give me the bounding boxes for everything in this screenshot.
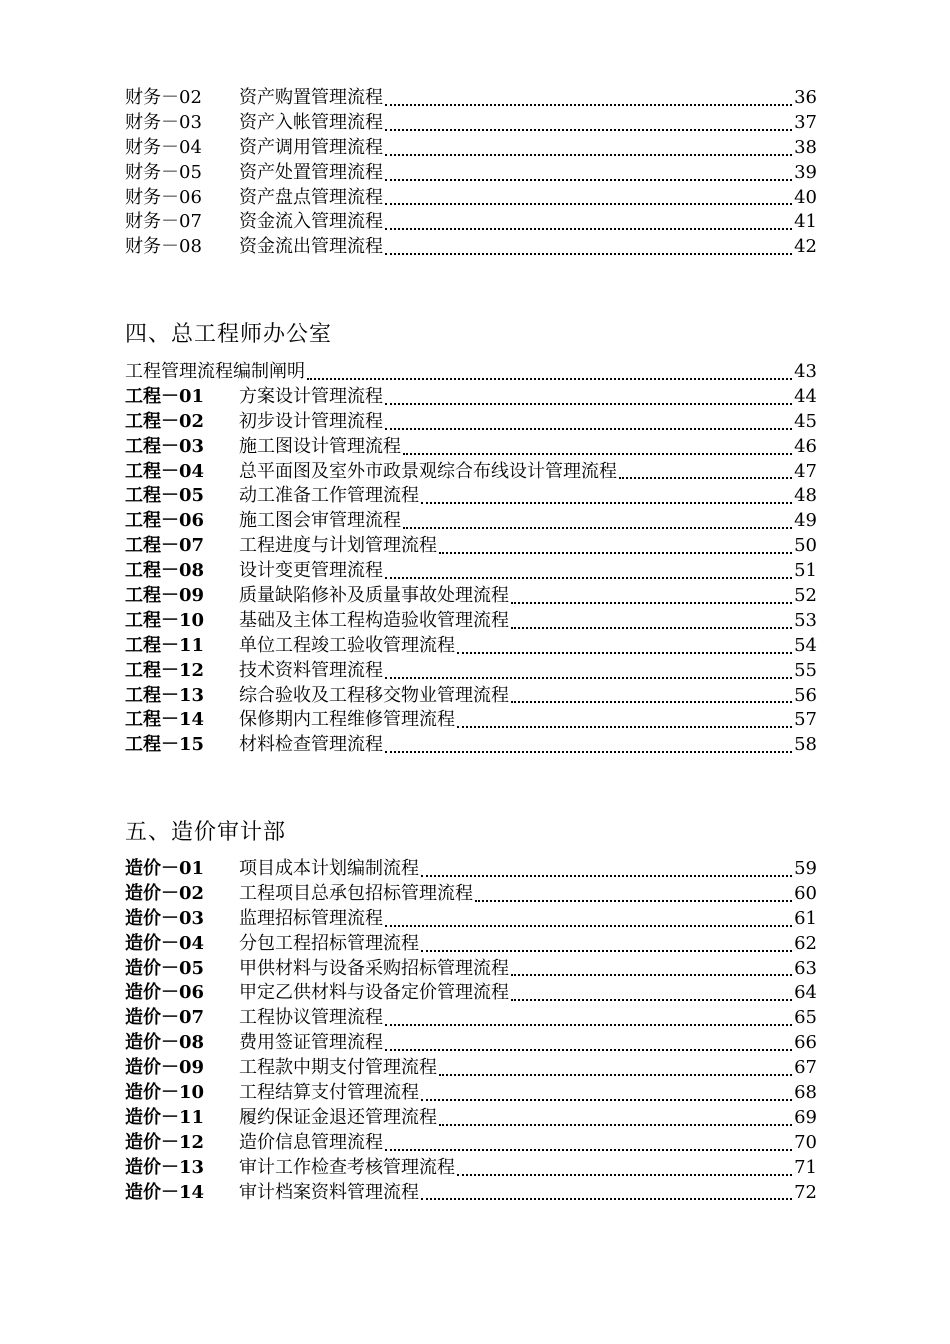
- dot-leader: [385, 1148, 792, 1151]
- toc-entry[interactable]: [125, 609, 817, 634]
- toc-entry-title: 综合验收及工程移交物业管理流程: [239, 684, 509, 706]
- toc-entry-title: 基础及主体工程构造验收管理流程: [239, 609, 509, 631]
- toc-entry-title: 审计工作检查考核管理流程: [239, 1156, 455, 1178]
- dot-leader: [307, 377, 792, 380]
- toc-entry-title: 资产购置管理流程: [239, 87, 383, 108]
- toc-entry-title: 分包工程招标管理流程: [239, 932, 419, 954]
- toc-entry[interactable]: [125, 733, 817, 758]
- toc-entry[interactable]: [125, 111, 817, 136]
- toc-entry-code: 工程－10: [125, 609, 205, 631]
- toc-entry-code: 造价－06: [125, 982, 205, 1004]
- toc-entry-page: 60: [794, 882, 817, 904]
- toc-entry[interactable]: [125, 86, 817, 111]
- toc-entry-code: 工程－06: [125, 510, 205, 532]
- dot-leader: [403, 452, 792, 455]
- toc-entry-page: 36: [794, 87, 817, 108]
- toc-entry[interactable]: [125, 161, 817, 186]
- toc-entry-page: 52: [794, 585, 817, 607]
- toc-entry-page: 71: [794, 1156, 817, 1178]
- toc-entry-page: 70: [794, 1131, 817, 1153]
- dot-leader: [475, 899, 792, 902]
- toc-entry-code: 工程－14: [125, 709, 205, 731]
- dot-leader: [457, 725, 792, 728]
- toc-entry-code: 造价－01: [125, 858, 205, 879]
- toc-entry[interactable]: [125, 235, 817, 260]
- toc-entry[interactable]: [125, 186, 817, 211]
- toc-entry-page: 58: [794, 734, 817, 756]
- toc-entry-page: 40: [794, 186, 817, 208]
- toc-entry-code: 造价－07: [125, 1007, 205, 1029]
- dot-leader: [385, 924, 792, 927]
- toc-entry-title: 工程进度与计划管理流程: [239, 535, 437, 557]
- dot-leader: [385, 1048, 792, 1051]
- toc-entry-title: 质量缺陷修补及质量事故处理流程: [239, 585, 509, 607]
- toc-entry-code: 造价－10: [125, 1082, 205, 1104]
- toc-entry-title: 资产调用管理流程: [239, 136, 383, 158]
- dot-leader: [421, 1197, 792, 1200]
- toc-entry-code: 造价－11: [125, 1106, 205, 1128]
- toc-entry-page: 55: [794, 659, 817, 681]
- toc-entry-code: 工程－13: [125, 684, 205, 706]
- dot-leader: [511, 700, 792, 703]
- toc-entry-title: 项目成本计划编制流程: [239, 858, 419, 879]
- toc-entry-page: 47: [794, 460, 817, 482]
- toc-entry[interactable]: [125, 1006, 817, 1031]
- toc-entry-code: 财务－08: [125, 236, 202, 258]
- dot-leader: [385, 103, 792, 106]
- toc-entry-page: 69: [794, 1106, 817, 1128]
- toc-entry-code: 造价－05: [125, 957, 205, 979]
- toc-entry-title: 工程协议管理流程: [239, 1007, 383, 1029]
- toc-entry-title: 甲定乙供材料与设备定价管理流程: [239, 982, 509, 1004]
- dot-leader: [385, 202, 792, 205]
- toc-entry-code: 造价－12: [125, 1131, 205, 1153]
- dot-leader: [421, 949, 792, 952]
- dot-leader: [385, 576, 792, 579]
- toc-entry-code: 工程－03: [125, 435, 205, 457]
- toc-entry-code: 财务－04: [125, 136, 202, 158]
- toc-entry-code: 财务－07: [125, 211, 202, 233]
- toc-entry-code: 工程－02: [125, 410, 205, 432]
- toc-entry-code: 造价－13: [125, 1156, 205, 1178]
- toc-entry-page: 54: [794, 634, 817, 656]
- toc-entry-title: 施工图设计管理流程: [239, 435, 401, 457]
- toc-entry-page: 42: [794, 236, 817, 258]
- toc-entry[interactable]: [125, 484, 817, 509]
- toc-entry-page: 61: [794, 907, 817, 929]
- toc-entry[interactable]: [125, 1131, 817, 1156]
- toc-entry-code: 工程－07: [125, 535, 205, 557]
- toc-entry-title: 设计变更管理流程: [239, 560, 383, 582]
- toc-entry-code: 工程－09: [125, 585, 205, 607]
- toc-entry-title: 初步设计管理流程: [239, 410, 383, 432]
- dot-leader: [385, 227, 792, 230]
- toc-entry-code: 造价－03: [125, 907, 205, 929]
- toc-entry-page: 57: [794, 709, 817, 731]
- toc-entry-page: 41: [794, 211, 817, 233]
- toc-entry-code: 造价－14: [125, 1181, 205, 1203]
- toc-entry-code: 工程－11: [125, 634, 205, 656]
- toc-entry-page: 49: [794, 510, 817, 532]
- toc-entry[interactable]: [125, 509, 817, 534]
- toc-entry-page: 39: [794, 161, 817, 183]
- toc-entry[interactable]: [125, 1081, 817, 1106]
- toc-entry-page: 56: [794, 684, 817, 706]
- dot-leader: [385, 128, 792, 131]
- toc-entry-page: 43: [794, 361, 817, 382]
- toc-entry-title: 资产入帐管理流程: [239, 111, 383, 133]
- toc-entry[interactable]: [125, 534, 817, 559]
- section-heading-engineering: 四、总工程师办公室: [125, 322, 333, 347]
- toc-entry[interactable]: [125, 460, 817, 485]
- toc-entry-title: 费用签证管理流程: [239, 1032, 383, 1054]
- toc-entry[interactable]: [125, 981, 817, 1006]
- toc-entry-code: 造价－09: [125, 1057, 205, 1079]
- toc-entry-code: 造价－02: [125, 882, 205, 904]
- dot-leader: [385, 676, 792, 679]
- toc-entry[interactable]: [125, 857, 817, 882]
- toc-entry[interactable]: [125, 136, 817, 161]
- toc-entry-title: 资产盘点管理流程: [239, 186, 383, 208]
- toc-entry-title: 方案设计管理流程: [239, 385, 383, 407]
- toc-entry-title: 工程项目总承包招标管理流程: [239, 882, 473, 904]
- cost-toc-list: [125, 857, 817, 1205]
- dot-leader: [511, 626, 792, 629]
- toc-entry-code: 工程－15: [125, 734, 205, 756]
- toc-entry-page: 62: [794, 932, 817, 954]
- toc-entry[interactable]: [125, 957, 817, 982]
- toc-entry-title: 总平面图及室外市政景观综合布线设计管理流程: [239, 460, 617, 482]
- toc-entry-title: 履约保证金退还管理流程: [239, 1106, 437, 1128]
- dot-leader: [385, 153, 792, 156]
- toc-entry[interactable]: [125, 584, 817, 609]
- dot-leader: [439, 1123, 792, 1126]
- section-heading-cost: 五、造价审计部: [125, 820, 287, 845]
- dot-leader: [511, 973, 792, 976]
- dot-leader: [385, 252, 792, 255]
- dot-leader: [421, 1098, 792, 1101]
- toc-entry-code: 财务－03: [125, 111, 202, 133]
- toc-entry-page: 66: [794, 1032, 817, 1054]
- toc-entry-title: 单位工程竣工验收管理流程: [239, 634, 455, 656]
- toc-entry-page: 48: [794, 485, 817, 507]
- toc-entry[interactable]: [125, 410, 817, 435]
- toc-entry[interactable]: [125, 1106, 817, 1131]
- dot-leader: [385, 402, 792, 405]
- toc-entry-title: 资金流出管理流程: [239, 236, 383, 258]
- toc-entry-engineering-intro[interactable]: [125, 360, 817, 385]
- toc-entry-title: 保修期内工程维修管理流程: [239, 709, 455, 731]
- toc-entry-code: 财务－05: [125, 161, 202, 183]
- toc-entry[interactable]: [125, 559, 817, 584]
- toc-entry[interactable]: [125, 1031, 817, 1056]
- toc-entry-title: 工程管理流程编制阐明: [125, 361, 305, 382]
- dot-leader: [439, 1073, 792, 1076]
- toc-entry-title: 工程结算支付管理流程: [239, 1082, 419, 1104]
- toc-entry-title: 资金流入管理流程: [239, 211, 383, 233]
- dot-leader: [511, 998, 792, 1001]
- dot-leader: [385, 750, 792, 753]
- engineering-toc-list: [125, 360, 817, 758]
- toc-entry-title: 工程款中期支付管理流程: [239, 1057, 437, 1079]
- toc-entry-code: 造价－04: [125, 932, 205, 954]
- toc-entry[interactable]: [125, 634, 817, 659]
- toc-entry-title: 甲供材料与设备采购招标管理流程: [239, 957, 509, 979]
- toc-entry-page: 51: [794, 560, 817, 582]
- dot-leader: [421, 501, 792, 504]
- dot-leader: [385, 178, 792, 181]
- dot-leader: [619, 476, 792, 479]
- toc-entry-page: 68: [794, 1082, 817, 1104]
- toc-entry[interactable]: [125, 210, 817, 235]
- toc-entry[interactable]: [125, 708, 817, 733]
- toc-entry-page: 38: [794, 136, 817, 158]
- toc-entry-page: 72: [794, 1181, 817, 1203]
- toc-entry-page: 53: [794, 609, 817, 631]
- toc-entry-code: 财务－02: [125, 87, 202, 108]
- toc-entry-page: 45: [794, 410, 817, 432]
- toc-entry-title: 审计档案资料管理流程: [239, 1181, 419, 1203]
- toc-entry-page: 65: [794, 1007, 817, 1029]
- dot-leader: [457, 1173, 792, 1176]
- toc-entry-title: 造价信息管理流程: [239, 1131, 383, 1153]
- toc-entry-title: 监理招标管理流程: [239, 907, 383, 929]
- toc-entry[interactable]: [125, 435, 817, 460]
- dot-leader: [385, 427, 792, 430]
- toc-entry-title: 动工准备工作管理流程: [239, 485, 419, 507]
- dot-leader: [403, 526, 792, 529]
- toc-entry-page: 50: [794, 535, 817, 557]
- toc-entry-code: 工程－12: [125, 659, 205, 681]
- toc-entry[interactable]: [125, 659, 817, 684]
- dot-leader: [439, 551, 792, 554]
- toc-entry[interactable]: [125, 684, 817, 709]
- toc-entry[interactable]: [125, 932, 817, 957]
- toc-entry-page: 59: [794, 858, 817, 879]
- toc-entry-title: 施工图会审管理流程: [239, 510, 401, 532]
- toc-entry-code: 造价－08: [125, 1032, 205, 1054]
- dot-leader: [457, 651, 792, 654]
- toc-entry-title: 资产处置管理流程: [239, 161, 383, 183]
- finance-toc-list: [125, 86, 817, 260]
- toc-entry[interactable]: [125, 385, 817, 410]
- toc-entry-page: 46: [794, 435, 817, 457]
- toc-entry[interactable]: [125, 1181, 817, 1206]
- toc-entry-page: 63: [794, 957, 817, 979]
- toc-entry-page: 64: [794, 982, 817, 1004]
- toc-entry-page: 37: [794, 111, 817, 133]
- toc-entry[interactable]: [125, 1156, 817, 1181]
- dot-leader: [511, 601, 792, 604]
- toc-entry-code: 工程－04: [125, 460, 205, 482]
- toc-entry-page: 44: [794, 385, 817, 407]
- toc-entry[interactable]: [125, 882, 817, 907]
- toc-entry-code: 工程－08: [125, 560, 205, 582]
- toc-entry[interactable]: [125, 907, 817, 932]
- toc-entry[interactable]: [125, 1056, 817, 1081]
- toc-entry-title: 技术资料管理流程: [239, 659, 383, 681]
- toc-entry-code: 工程－05: [125, 485, 205, 507]
- toc-entry-title: 材料检查管理流程: [239, 734, 383, 756]
- dot-leader: [421, 874, 792, 877]
- toc-entry-code: 工程－01: [125, 385, 205, 407]
- toc-entry-page: 67: [794, 1057, 817, 1079]
- toc-entry-code: 财务－06: [125, 186, 202, 208]
- dot-leader: [385, 1023, 792, 1026]
